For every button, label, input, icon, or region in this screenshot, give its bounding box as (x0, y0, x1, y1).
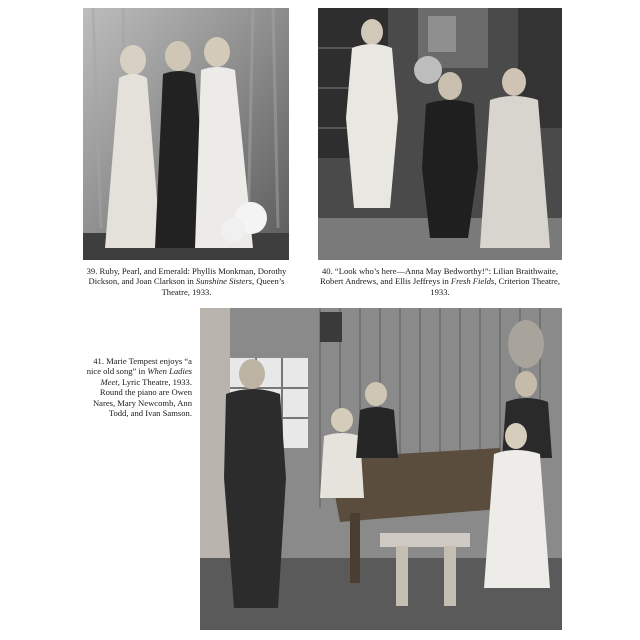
plate-41-image (200, 308, 562, 630)
plate-40-caption-main: “Look who’s here—Anna May Bedworthy!”: Lilian Braithwaite, Robert Andrews, and Ellis Jeffreys in (320, 266, 559, 287)
plate-40-photo (318, 8, 562, 260)
plate-40-play-title: Fresh Fields (450, 276, 495, 287)
plate-39-image (83, 8, 289, 260)
plate-39-play-title: Sunshine Sisters (195, 276, 253, 287)
plate-40-caption-tail: , Criterion Theatre, 1933. (430, 276, 560, 297)
plate-39-photo (83, 8, 289, 260)
plate-41-caption-tail: , Lyric Theatre, 1933. Round the piano are Owen Nares, Mary Newcomb, Ann Todd, and Ivan Samson. (92, 376, 192, 419)
plate-40-number: 40. (321, 266, 333, 276)
plate-41-caption-main: Marie Tempest enjoys “a nice old song” in (86, 356, 192, 377)
plate-39-number: 39. (86, 266, 98, 276)
plate-39-caption (84, 266, 289, 297)
plate-40-image (318, 8, 562, 260)
plate-41-caption (82, 356, 192, 418)
plate-39-caption-tail: , Queen’s Theatre, 1933. (161, 276, 285, 297)
plate-41-play-title: When Ladies Meet (100, 366, 192, 387)
plate-39-caption-main: Ruby, Pearl, and Emerald: Phyllis Monkman, Dorothy Dickson, and Joan Clarkson in (88, 266, 287, 287)
plate-41-number: 41. (93, 356, 104, 366)
plate-41-photo (200, 308, 562, 630)
plate-40-caption (318, 266, 562, 297)
